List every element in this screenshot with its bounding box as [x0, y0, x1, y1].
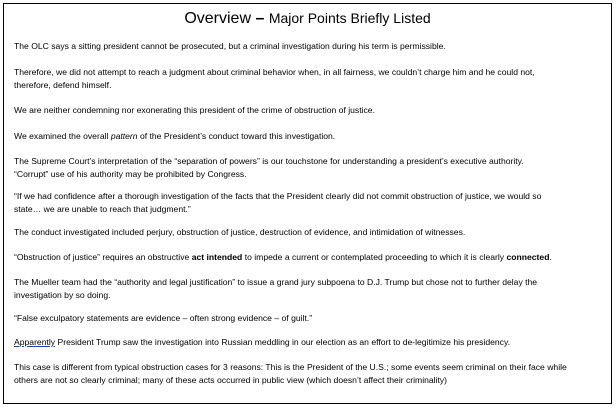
- point-conduct-investigated: The conduct investigated included perjury, obstruction of justice, destruction of evidence, and intimidation of witnesses.: [14, 227, 466, 237]
- point-separation-line1: The Supreme Court’s interpretation of the “separation of powers” is our touchstone for understanding a president’s executive authority.: [14, 156, 524, 166]
- point-obstruction-before: “Obstruction of justice” requires an obstructive: [14, 252, 192, 262]
- point-subpoena: [14, 276, 610, 302]
- title-main: Overview: [184, 10, 252, 27]
- point-subpoena-line2: investigation by so doing.: [14, 290, 111, 300]
- point-olc: The OLC says a sitting president cannot be prosecuted, but a criminal investigation during his term is permissible.: [14, 41, 446, 51]
- point-no-judgment-line1: Therefore, we did not attempt to reach a judgment about criminal behavior when, in all fairness, we couldn’t charge him and he could not,: [14, 67, 535, 77]
- point-obstruction-middle: to impede a current or contemplated proceeding to which it is clearly: [242, 252, 507, 262]
- point-pattern: [14, 130, 610, 143]
- point-separation-of-powers: [14, 155, 610, 181]
- point-quote-confidence-line2: state… we are unable to reach that judgment.”: [14, 204, 191, 214]
- page-title: [4, 8, 611, 29]
- overview-panel: [3, 3, 612, 404]
- point-false-exculpatory: “False exculpatory statements are evidence – often strong evidence – of guilt.”: [14, 313, 313, 323]
- point-subpoena-line1: The Mueller team had the “authority and legal justification” to issue a grand jury subpoena to D.J. Trump but chose not to further delay the: [14, 277, 538, 287]
- point-obstruction-bold-connected: connected: [506, 252, 550, 262]
- point-pattern-after: of the President’s conduct toward this investigation.: [137, 131, 336, 141]
- title-dash: –: [251, 10, 269, 27]
- point-separation-line2: “Corrupt” use of his authority may be prohibited by Congress.: [14, 169, 247, 179]
- point-apparently-underlined: Apparently: [14, 337, 56, 347]
- point-quote-confidence: [14, 190, 610, 216]
- title-sub: Major Points Briefly Listed: [268, 10, 431, 26]
- point-pattern-emphasis: pattern: [110, 131, 138, 141]
- point-apparently: [14, 336, 610, 349]
- point-three-reasons: [14, 361, 610, 387]
- point-no-judgment: [14, 66, 610, 92]
- point-neither-condemning: We are neither condemning nor exonerating this president of the crime of obstruction of justice.: [14, 105, 375, 115]
- point-pattern-before: We examined the overall: [14, 131, 111, 141]
- point-quote-confidence-line1: “If we had confidence after a thorough investigation of the facts that the President clearly did not commit obstruction of justice, we would so: [14, 191, 542, 201]
- point-no-judgment-line2: therefore, defend himself.: [14, 80, 112, 90]
- point-three-reasons-line1: This case is different from typical obstruction cases for 3 reasons: This is the President of the U.S.; some events seem criminal on their face while: [14, 362, 567, 372]
- point-obstruction-bold-act: act intended: [191, 252, 243, 262]
- point-obstruction-definition: [14, 251, 610, 264]
- point-three-reasons-line2: others are not so clearly criminal; many of these acts occurred in public view (which doesn’t affect their criminality): [14, 375, 448, 385]
- point-apparently-rest: President Trump saw the investigation into Russian meddling in our election as an effort to de-legitimize his presidency.: [55, 337, 511, 347]
- point-obstruction-after: .: [549, 252, 552, 262]
